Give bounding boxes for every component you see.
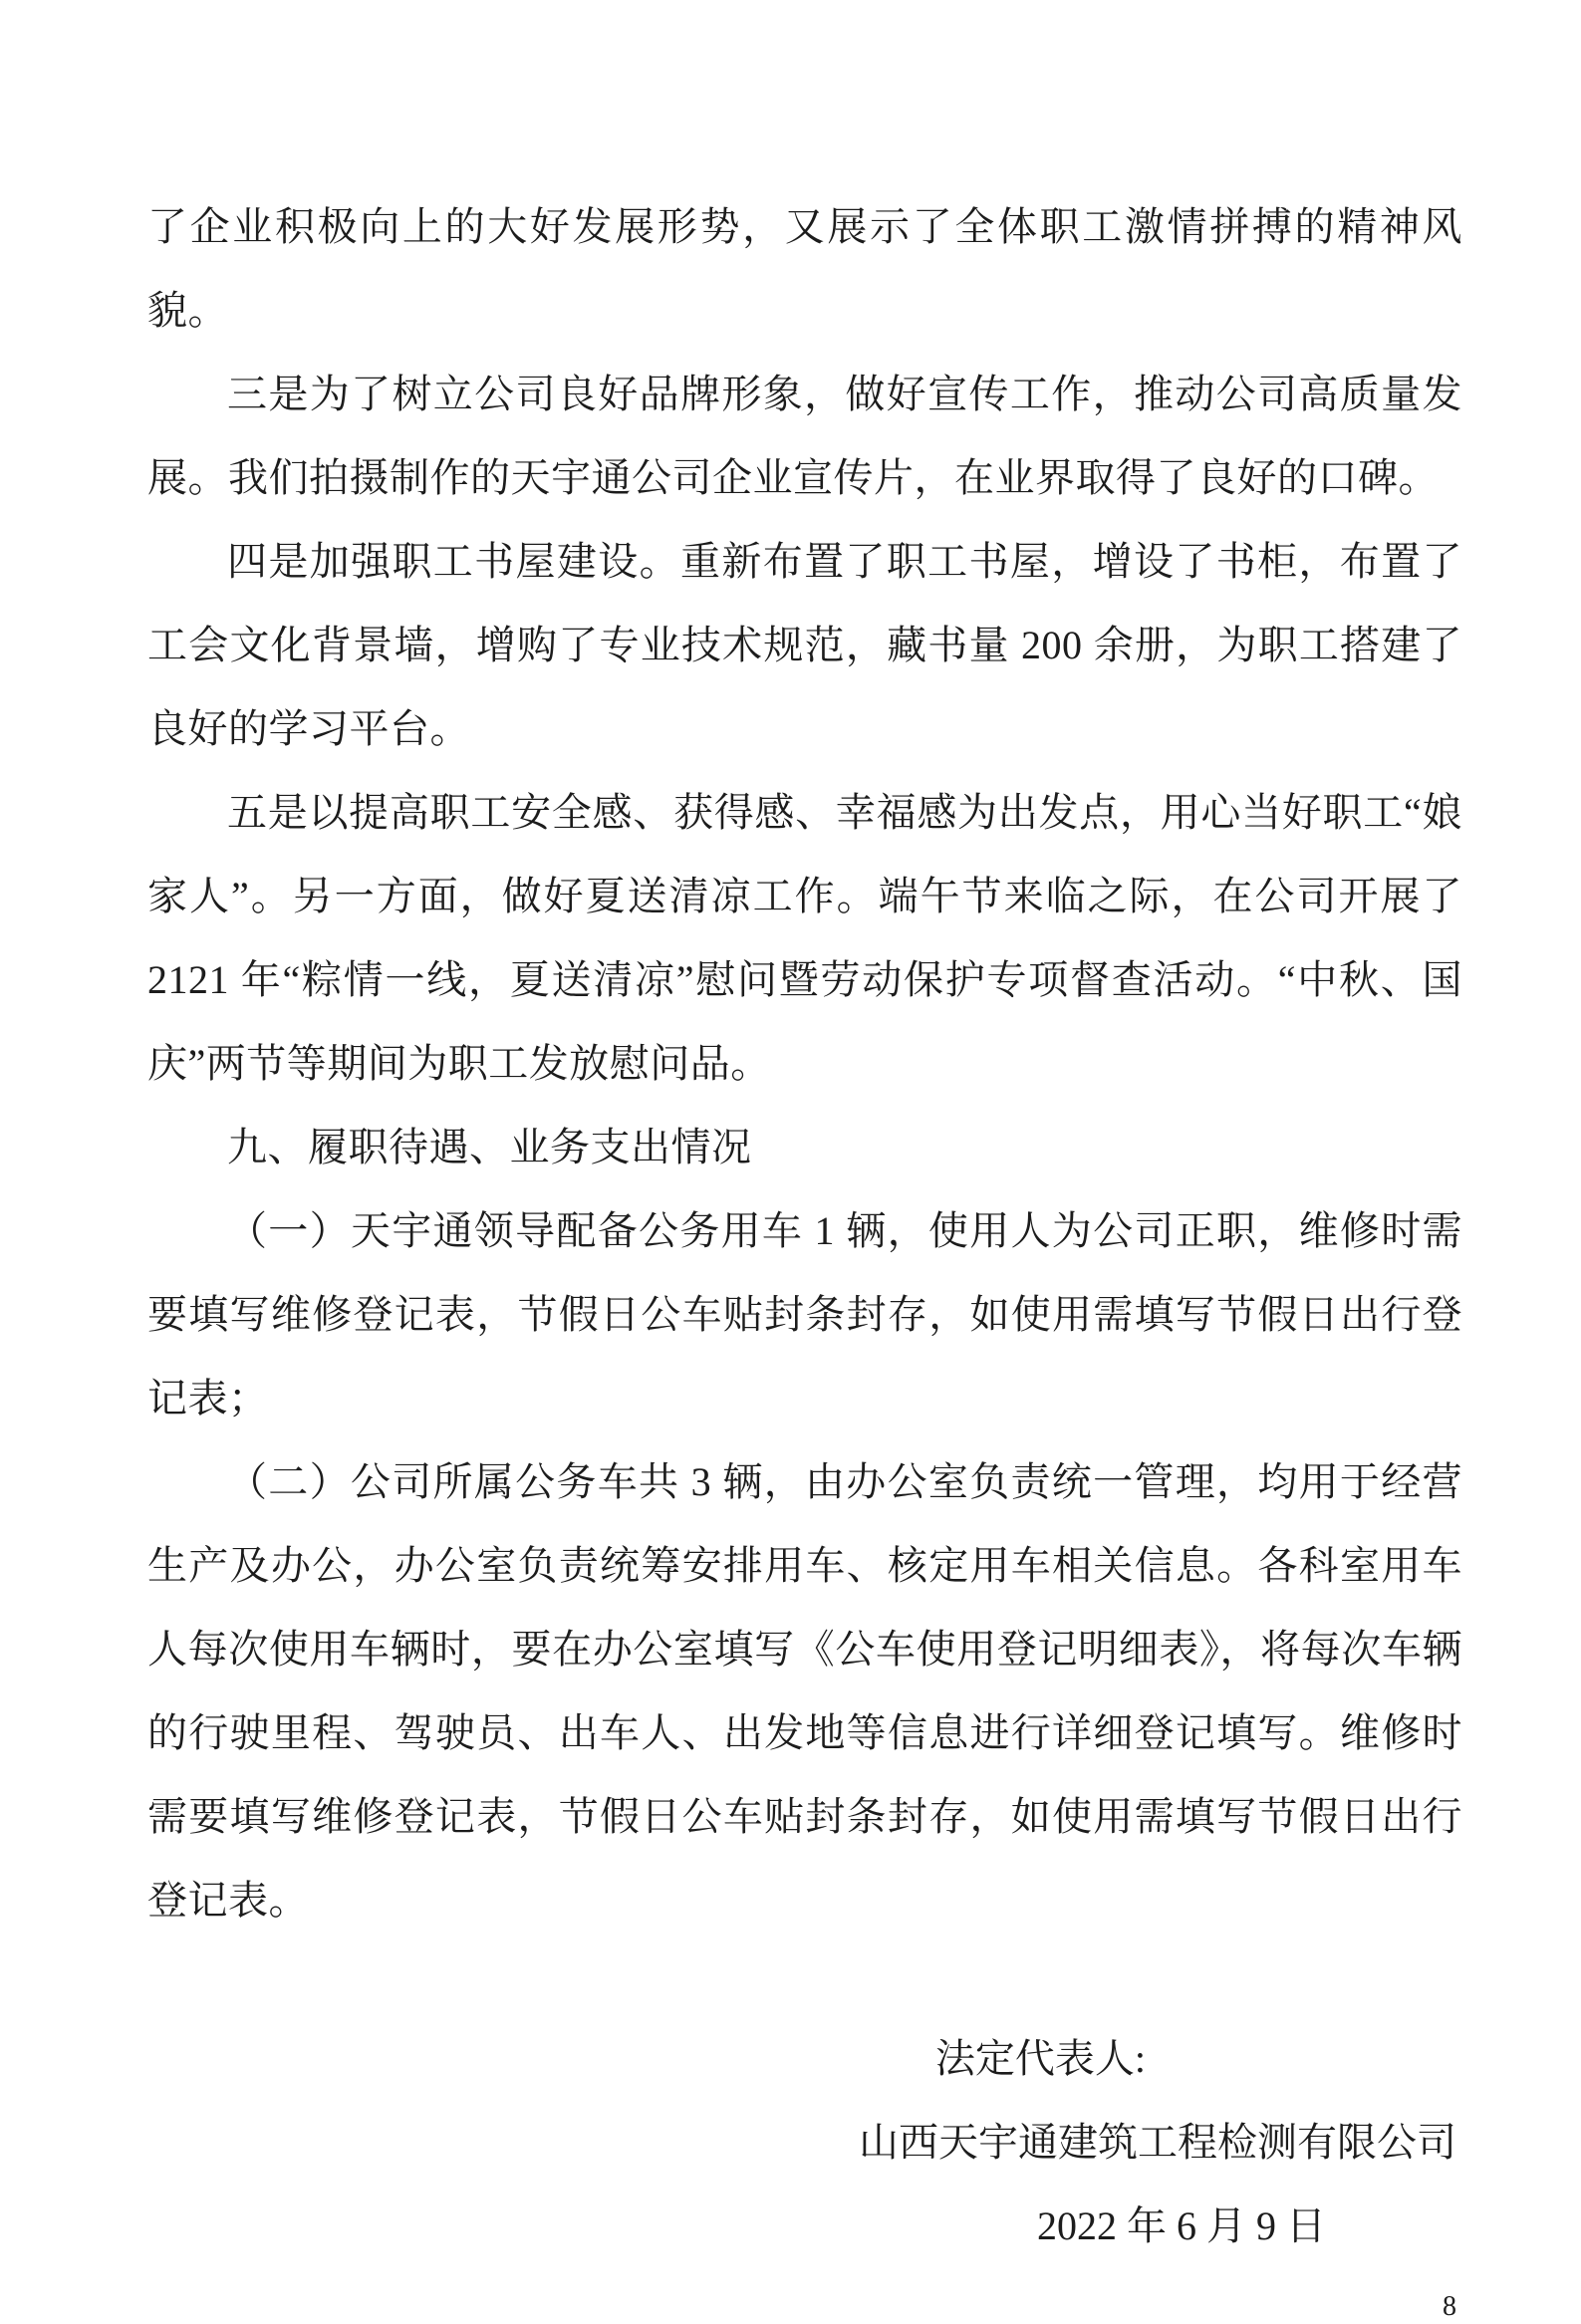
paragraph-item-two: （二）公司所属公务车共 3 辆，由办公室负责统一管理，均用于经营生产及办公，办公室负责统筹安排用车、核定用车相关信息。各科室用车人每次使用车辆时，要在办公室填写《公车使用登记明细表》，将每次车辆的行驶里程、驾驶员、出车人、出发地等信息进行详细登记填写。维修时需要填写维修登记表，节假日公车贴封条封存，如使用需填写节假日出行登记表。 xyxy=(147,1459,1462,1923)
document-date: 2022 年 6 月 9 日 xyxy=(1037,2203,1326,2248)
page-number: 8 xyxy=(1443,2291,1456,2322)
signature-block xyxy=(147,2017,1462,2268)
paragraph-item-one: （一）天宇通领导配备公务用车 1 辆，使用人为公司正职，维修时需要填写维修登记表，节假日公车贴封条封存，如使用需填写节假日出行登记表； xyxy=(147,1208,1462,1420)
paragraph-continuation: 了企业积极向上的大好发展形势，又展示了全体职工激情拼搏的精神风貌。 xyxy=(147,204,1462,333)
paragraph-staff-library: 四是加强职工书屋建设。重新布置了职工书屋，增设了书柜，布置了工会文化背景墙，增购了专业技术规范，藏书量 200 余册，为职工搭建了良好的学习平台。 xyxy=(147,539,1462,751)
document-body xyxy=(0,185,1581,2324)
paragraph-staff-welfare: 五是以提高职工安全感、获得感、幸福感为出发点，用心当好职工“娘家人”。另一方面，做好夏送清凉工作。端午节来临之际，在公司开展了 2121 年“粽情一线，夏送清凉”慰问暨劳动保护专项督查活动。“中秋、国庆”两节等期间为职工发放慰问品。 xyxy=(147,790,1462,1086)
legal-representative-label: 法定代表人: xyxy=(934,2036,1146,2081)
section-heading: 九、履职待遇、业务支出情况 xyxy=(227,1125,752,1169)
company-name: 山西天宇通建筑工程检测有限公司 xyxy=(859,2120,1456,2165)
paragraph-brand-image: 三是为了树立公司良好品牌形象，做好宣传工作，推动公司高质量发展。我们拍摄制作的天宇通公司企业宣传片，在业界取得了良好的口碑。 xyxy=(147,372,1462,500)
